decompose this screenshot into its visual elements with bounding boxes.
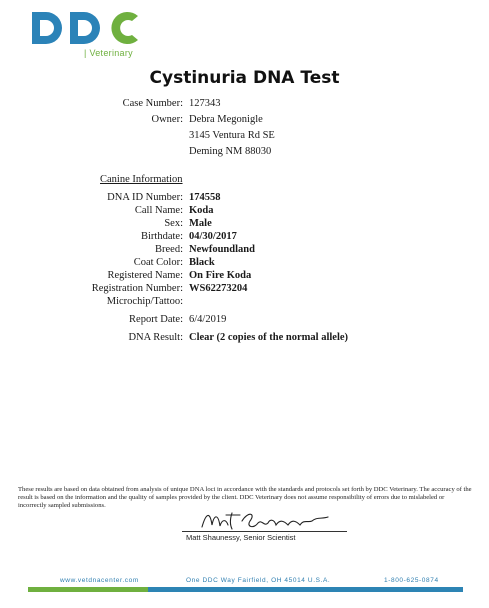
owner-name: Debra Megonigle [189, 114, 263, 125]
ddc-veterinary-logo [30, 10, 150, 62]
report-date-label: Report Date: [129, 314, 183, 325]
footer-bar-green [28, 587, 148, 592]
field-label: DNA ID Number: [107, 192, 183, 203]
logo-subtitle: | Veterinary [84, 48, 133, 58]
field-label: Registration Number: [91, 283, 183, 294]
field-value: Male [189, 218, 212, 229]
field-label: Sex: [164, 218, 183, 229]
field-label: Microchip/Tattoo: [106, 296, 183, 307]
case-number-value: 127343 [189, 98, 221, 109]
field-value: 174558 [189, 192, 221, 203]
field-value: Newfoundland [189, 244, 255, 255]
field-label: Registered Name: [107, 270, 183, 281]
ddc-logo-mark [30, 10, 142, 46]
footer [0, 577, 489, 587]
footer-address: One DDC Way Fairfield, OH 45014 U.S.A. [186, 577, 331, 584]
signature-image [196, 507, 336, 533]
document-title: Cystinuria DNA Test [149, 68, 340, 88]
owner-label: Owner: [151, 114, 183, 125]
dna-result-label: DNA Result: [128, 332, 183, 343]
signatory-name: Matt Shaunessy, Senior Scientist [186, 533, 296, 542]
field-label: Call Name: [134, 205, 183, 216]
field-value: On Fire Koda [189, 270, 252, 281]
dna-result-value: Clear (2 copies of the normal allele) [189, 332, 349, 343]
field-label: Breed: [155, 244, 183, 255]
owner-address-line1: 3145 Ventura Rd SE [189, 130, 275, 141]
field-label: Birthdate: [141, 231, 183, 242]
field-value: Black [189, 257, 215, 268]
case-number-label: Case Number: [122, 98, 183, 109]
report-date-value: 6/4/2019 [189, 314, 227, 325]
disclaimer-text: These results are based on data obtained from analysis of unique DNA loci in accordance with the standards and protocols set forth by DDC Veterinary. The accuracy of the result is based on the information and the quality of samples provided by the client. DDC Veterinary does not assume responsibility of errors due to mislabeled or incorrectly sampled submissions. [18, 486, 472, 510]
footer-website: www.vetdnacenter.com [60, 577, 139, 584]
footer-bar-blue [148, 587, 463, 592]
field-value: WS62273204 [189, 283, 248, 294]
footer-phone: 1-800-625-0874 [384, 577, 439, 584]
signature-line [182, 531, 347, 532]
field-value: Koda [189, 205, 214, 216]
canine-information-heading: Canine Information [100, 174, 183, 185]
field-value: 04/30/2017 [189, 231, 237, 242]
field-label: Coat Color: [133, 257, 183, 268]
owner-address-line2: Deming NM 88030 [189, 146, 272, 157]
